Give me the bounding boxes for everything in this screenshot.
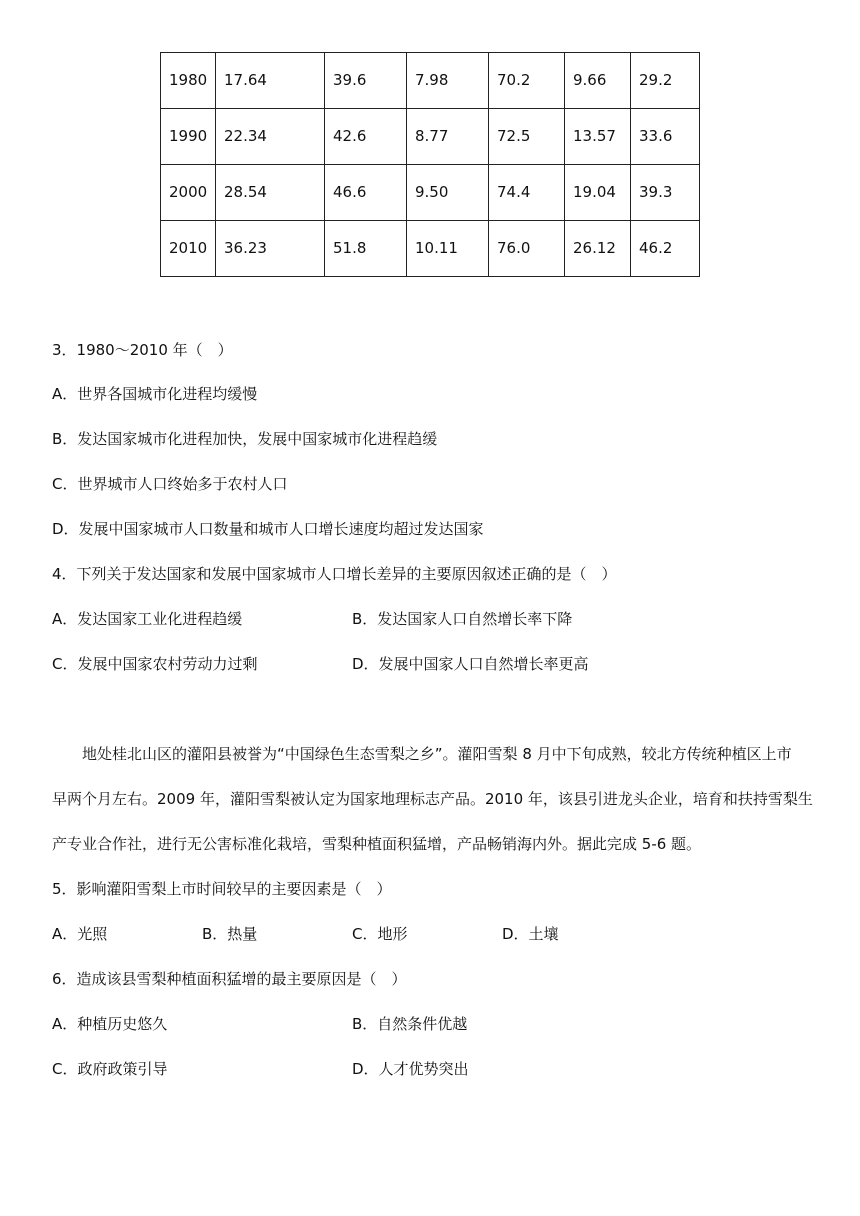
question-5-option-b: B．热量	[202, 925, 258, 943]
question-6-option-d: D．人才优势突出	[352, 1060, 469, 1078]
table-cell: 33.6	[631, 109, 700, 165]
table-cell: 39.6	[325, 53, 407, 109]
table-cell: 46.6	[325, 165, 407, 221]
table-cell: 26.12	[565, 221, 631, 277]
table-cell: 42.6	[325, 109, 407, 165]
table-cell: 39.3	[631, 165, 700, 221]
question-4-option-a: A．发达国家工业化进程趋缓	[52, 610, 243, 628]
question-3-option-c: C．世界城市人口终始多于农村人口	[52, 475, 288, 493]
table-cell: 13.57	[565, 109, 631, 165]
passage-line: 早两个月左右。2009 年，灌阳雪梨被认定为国家地理标志产品。2010 年，该县引进龙头企业，培育和扶持雪梨生	[52, 790, 813, 808]
question-4-option-d: D．发展中国家人口自然增长率更高	[352, 655, 589, 673]
table-cell: 70.2	[489, 53, 565, 109]
table-cell: 72.5	[489, 109, 565, 165]
question-5-option-a: A．光照	[52, 925, 108, 943]
question-5-option-d: D．土壤	[502, 925, 559, 943]
data-table	[160, 52, 700, 277]
passage-line: 地处桂北山区的灌阳县被誉为“中国绿色生态雪梨之乡”。灌阳雪梨 8 月中下旬成熟，较北方传统种植区上市	[82, 745, 792, 763]
question-3-option-d: D．发展中国家城市人口数量和城市人口增长速度均超过发达国家	[52, 520, 484, 538]
table-row	[161, 165, 700, 221]
question-6-option-a: A．种植历史悠久	[52, 1015, 168, 1033]
question-4-option-c: C．发展中国家农村劳动力过剩	[52, 655, 258, 673]
table-cell: 29.2	[631, 53, 700, 109]
question-6-option-c: C．政府政策引导	[52, 1060, 168, 1078]
question-4-stem: 4．下列关于发达国家和发展中国家城市人口增长差异的主要原因叙述正确的是（ ）	[52, 565, 617, 583]
table-cell: 74.4	[489, 165, 565, 221]
table-cell: 10.11	[407, 221, 489, 277]
table-cell: 2010	[161, 221, 216, 277]
question-5-stem: 5．影响灌阳雪梨上市时间较早的主要因素是（ ）	[52, 880, 392, 898]
table-cell: 28.54	[216, 165, 325, 221]
question-5-option-c: C．地形	[352, 925, 408, 943]
table-cell: 9.66	[565, 53, 631, 109]
question-4-option-b: B．发达国家人口自然增长率下降	[352, 610, 573, 628]
table-cell: 1990	[161, 109, 216, 165]
table-cell: 1980	[161, 53, 216, 109]
table-cell: 51.8	[325, 221, 407, 277]
table-cell: 8.77	[407, 109, 489, 165]
table-cell: 19.04	[565, 165, 631, 221]
table-cell: 36.23	[216, 221, 325, 277]
table-cell: 9.50	[407, 165, 489, 221]
table-cell: 17.64	[216, 53, 325, 109]
table-cell: 76.0	[489, 221, 565, 277]
table-row	[161, 109, 700, 165]
table-cell: 7.98	[407, 53, 489, 109]
table-row	[161, 221, 700, 277]
passage-line: 产专业合作社，进行无公害标准化栽培，雪梨种植面积猛增，产品畅销海内外。据此完成 5-6 题。	[52, 835, 702, 853]
question-6-option-b: B．自然条件优越	[352, 1015, 468, 1033]
table-row	[161, 53, 700, 109]
table-cell: 2000	[161, 165, 216, 221]
question-6-stem: 6．造成该县雪梨种植面积猛增的最主要原因是（ ）	[52, 970, 407, 988]
question-3-option-a: A．世界各国城市化进程均缓慢	[52, 385, 258, 403]
table-cell: 22.34	[216, 109, 325, 165]
table-cell: 46.2	[631, 221, 700, 277]
question-3-stem: 3．1980～2010 年（ ）	[52, 341, 233, 359]
question-3-option-b: B．发达国家城市化进程加快，发展中国家城市化进程趋缓	[52, 430, 438, 448]
